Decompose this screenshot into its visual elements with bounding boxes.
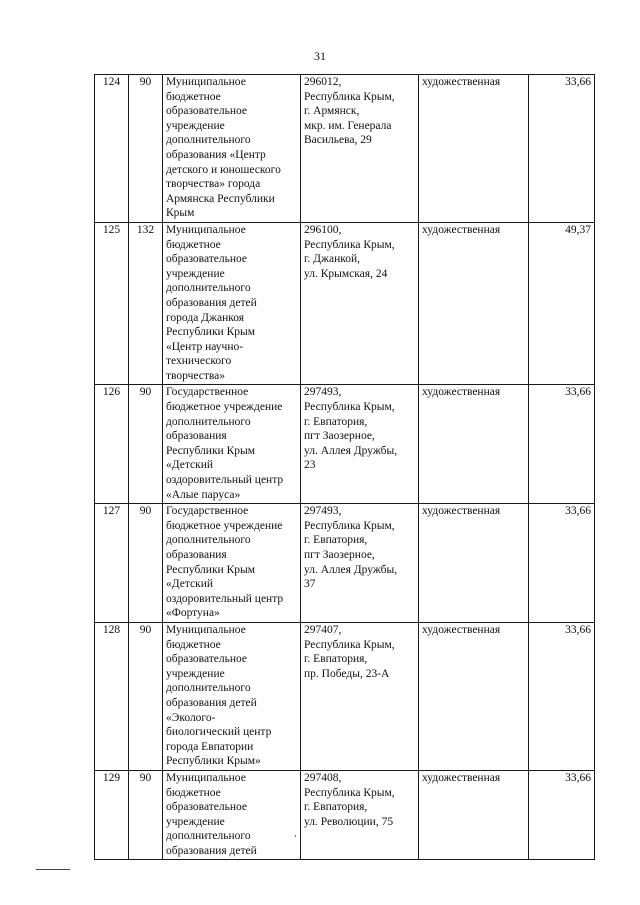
row-number-cell: 124 — [95, 75, 129, 223]
name_lines-line: города Джанкоя — [166, 311, 245, 324]
value-cell: 49,37 — [529, 222, 595, 385]
name_lines-line: образовательное — [166, 105, 248, 118]
address_lines-line: ул. Аллея Дружбы, — [304, 444, 398, 457]
institution-name-cell — [163, 504, 301, 623]
address_lines-line: 296100, — [304, 223, 342, 236]
name_lines-line: учреждение — [166, 667, 225, 680]
address_lines-line: г. Евпатория, — [304, 653, 368, 666]
name_lines-line: детского и юношеского — [166, 163, 281, 176]
address-cell — [301, 770, 419, 860]
address_lines-line: 297493, — [304, 386, 342, 399]
name_lines-line: бюджетное — [166, 238, 221, 251]
address-cell — [301, 622, 419, 770]
table-row — [95, 622, 595, 770]
address-cell — [301, 222, 419, 385]
name_lines-line: образовательное — [166, 801, 248, 814]
address_lines-line: пр. Победы, 23-А — [304, 667, 390, 680]
name_lines-line: Муниципальное — [166, 623, 246, 636]
name_lines-line: дополнительного — [166, 830, 251, 843]
address_lines-line: Республика Крым, — [304, 638, 395, 651]
address_lines-line: ул. Революции, 75 — [304, 815, 394, 828]
table-row — [95, 222, 595, 385]
address_lines-line: ул. Крымская, 24 — [304, 267, 388, 280]
name_lines-line: бюджетное — [166, 90, 221, 103]
name_lines-line: дополнительного — [166, 682, 251, 695]
address_lines-line: мкр. им. Генерала — [304, 119, 392, 132]
name_lines-line: Армянска Республики — [166, 192, 275, 205]
institutions-table — [94, 74, 595, 860]
orientation-cell: художественная — [419, 75, 529, 223]
value-cell: 33,66 — [529, 385, 595, 504]
name_lines-line: учреждение — [166, 267, 225, 280]
name_lines-line: образовательное — [166, 253, 248, 266]
address_lines-line: ул. Аллея Дружбы, — [304, 563, 398, 576]
address_lines-line: 297407, — [304, 623, 342, 636]
name_lines-line: Крым — [166, 207, 195, 220]
name_lines-line: бюджетное — [166, 638, 221, 651]
institution-name-cell — [163, 75, 301, 223]
address_lines-line: г. Армянск, — [304, 105, 360, 118]
footer-rule — [36, 869, 70, 870]
name_lines-line: технического — [166, 355, 232, 368]
name_lines-line: образования детей — [166, 696, 257, 709]
address_lines-line: Республика Крым, — [304, 519, 395, 532]
name_lines-line: дополнительного — [166, 534, 251, 547]
orientation-cell: художественная — [419, 504, 529, 623]
name_lines-line: бюджетное учреждение — [166, 519, 283, 532]
name_lines-line: «Эколого- — [166, 711, 216, 724]
institution-name-cell — [163, 385, 301, 504]
orientation-cell: художественная — [419, 770, 529, 860]
name_lines-line: оздоровительный центр — [166, 592, 284, 605]
name_lines-line: творчества» города — [166, 178, 261, 191]
name_lines-line: Республики Крым — [166, 444, 255, 457]
value-cell: 33,66 — [529, 75, 595, 223]
code-cell: 132 — [129, 222, 163, 385]
address_lines-line: 23 — [304, 459, 316, 472]
value-cell: 33,66 — [529, 770, 595, 860]
table-row — [95, 770, 595, 860]
name_lines-line: бюджетное — [166, 786, 221, 799]
name_lines-line: дополнительного — [166, 415, 251, 428]
orientation-cell: художественная — [419, 622, 529, 770]
address_lines-line: г. Евпатория, — [304, 415, 368, 428]
name_lines-line: образования — [166, 549, 227, 561]
table-body — [95, 75, 595, 860]
name_lines-line: «Алые паруса» — [166, 488, 241, 501]
name_lines-line: образовательное — [166, 653, 248, 666]
address_lines-line: пгт Заозерное, — [304, 430, 375, 443]
address-cell — [301, 75, 419, 223]
name_lines-line: «Фортуна» — [166, 607, 220, 620]
name_lines-line: образования — [166, 430, 227, 443]
table-row — [95, 504, 595, 623]
name_lines-line: дополнительного — [166, 134, 251, 147]
address-cell — [301, 385, 419, 504]
address_lines-line: 37 — [304, 578, 316, 591]
name_lines-line: творчества» — [166, 369, 226, 382]
value-cell: 33,66 — [529, 622, 595, 770]
row-number-cell: 129 — [95, 770, 129, 860]
address_lines-line: Васильева, 29 — [304, 134, 372, 147]
row-number-cell: 127 — [95, 504, 129, 623]
row-number-cell: 126 — [95, 385, 129, 504]
name_lines-line: дополнительного — [166, 282, 251, 295]
code-cell: 90 — [129, 504, 163, 623]
name_lines-line: Республики Крым — [166, 563, 255, 576]
name_lines-line: города Евпатории — [166, 740, 254, 753]
address_lines-line: 297408, — [304, 771, 342, 784]
value-cell: 33,66 — [529, 504, 595, 623]
name_lines-line: Муниципальное — [166, 771, 246, 784]
orientation-cell: художественная — [419, 385, 529, 504]
scan-speck — [295, 835, 296, 837]
institution-name-cell — [163, 622, 301, 770]
code-cell: 90 — [129, 75, 163, 223]
address_lines-line: 297493, — [304, 505, 342, 518]
code-cell: 90 — [129, 622, 163, 770]
address-cell — [301, 504, 419, 623]
name_lines-line: «Центр научно- — [166, 340, 244, 353]
name_lines-line: Муниципальное — [166, 76, 246, 88]
name_lines-line: бюджетное учреждение — [166, 401, 283, 414]
name_lines-line: образования детей — [166, 844, 257, 857]
name_lines-line: Муниципальное — [166, 223, 246, 236]
name_lines-line: образования «Центр — [166, 148, 266, 161]
institution-name-cell — [163, 770, 301, 860]
address_lines-line: Республика Крым, — [304, 90, 395, 103]
row-number-cell: 128 — [95, 622, 129, 770]
address_lines-line: 296012, — [304, 76, 342, 88]
name_lines-line: «Детский — [166, 459, 214, 472]
name_lines-line: Республики Крым — [166, 326, 255, 339]
name_lines-line: оздоровительный центр — [166, 474, 284, 487]
address_lines-line: Республика Крым, — [304, 786, 395, 799]
address_lines-line: Республика Крым, — [304, 401, 395, 414]
orientation-cell: художественная — [419, 222, 529, 385]
address_lines-line: Республика Крым, — [304, 238, 395, 251]
code-cell: 90 — [129, 770, 163, 860]
row-number-cell: 125 — [95, 222, 129, 385]
address_lines-line: г. Джанкой, — [304, 253, 361, 266]
name_lines-line: Республики Крым» — [166, 755, 261, 768]
address_lines-line: г. Евпатория, — [304, 534, 368, 547]
name_lines-line: учреждение — [166, 815, 225, 828]
address_lines-line: пгт Заозерное, — [304, 549, 375, 561]
name_lines-line: Государственное — [166, 505, 249, 518]
institution-name-cell — [163, 222, 301, 385]
name_lines-line: образования детей — [166, 296, 257, 309]
name_lines-line: учреждение — [166, 119, 225, 132]
name_lines-line: биологический центр — [166, 726, 272, 739]
name_lines-line: «Детский — [166, 578, 214, 591]
table-row — [95, 75, 595, 223]
table-row — [95, 385, 595, 504]
address_lines-line: г. Евпатория, — [304, 801, 368, 814]
code-cell: 90 — [129, 385, 163, 504]
page-number: 31 — [314, 49, 326, 63]
name_lines-line: Государственное — [166, 386, 249, 399]
